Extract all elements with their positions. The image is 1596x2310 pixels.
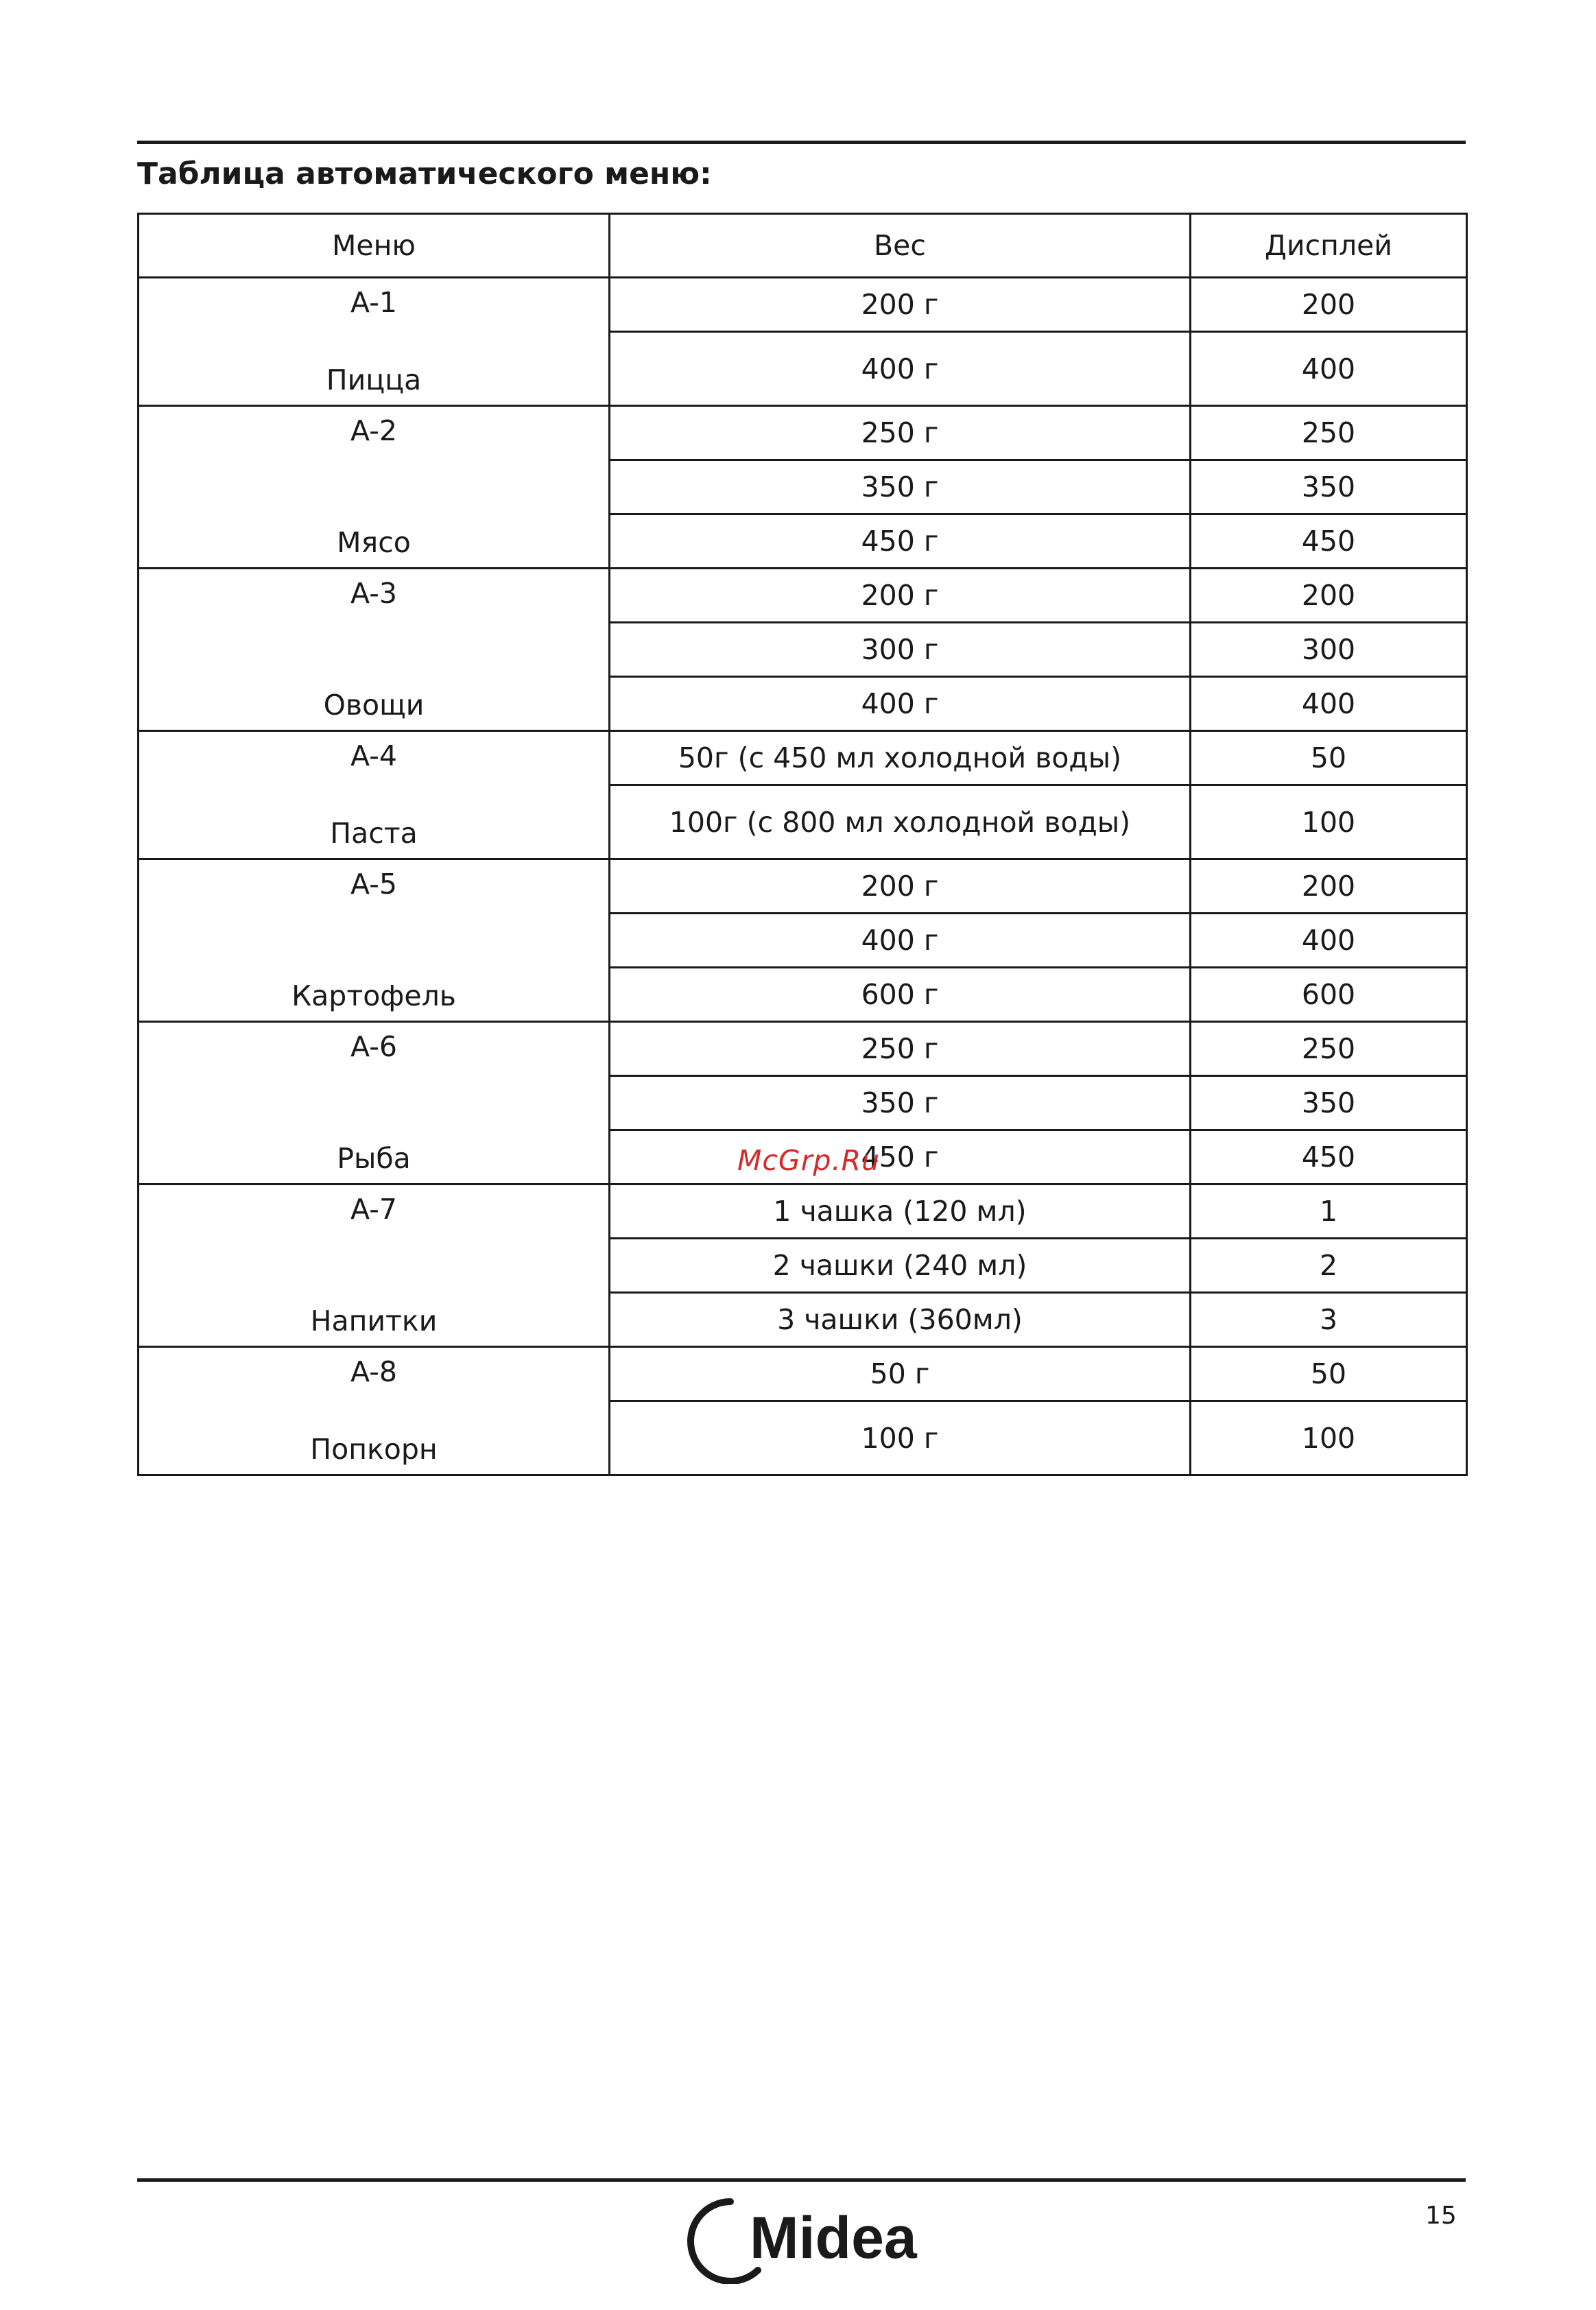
weight-cell: 100 г — [610, 1401, 1191, 1475]
display-cell: 400 — [1191, 677, 1467, 731]
menu-category-cell — [139, 731, 610, 859]
table-body — [139, 278, 1467, 1475]
header-menu: Меню — [139, 214, 610, 278]
display-cell: 50 — [1191, 731, 1467, 785]
header-weight: Вес — [610, 214, 1191, 278]
weight-cell: 350 г — [610, 460, 1191, 514]
display-cell: 200 — [1191, 569, 1467, 623]
display-cell: 1 — [1191, 1184, 1467, 1239]
weight-cell: 50 г — [610, 1347, 1191, 1401]
weight-cell: 2 чашки (240 мл) — [610, 1239, 1191, 1293]
table-row — [139, 1184, 1467, 1239]
weight-cell: 3 чашки (360мл) — [610, 1293, 1191, 1347]
weight-cell: 250 г — [610, 1022, 1191, 1076]
page-heading: Таблица автоматического меню: — [137, 156, 712, 191]
weight-cell: 200 г — [610, 859, 1191, 914]
menu-name: Попкорн — [310, 1432, 438, 1466]
table-row — [139, 278, 1467, 332]
table-row — [139, 1347, 1467, 1401]
weight-cell: 350 г — [610, 1076, 1191, 1130]
table-row — [139, 406, 1467, 460]
weight-cell: 450 г — [610, 1130, 1191, 1184]
menu-code: A-7 — [350, 1193, 398, 1226]
menu-category-cell — [139, 1022, 610, 1184]
table-header-row — [139, 214, 1467, 278]
display-cell: 300 — [1191, 623, 1467, 677]
menu-name: Рыба — [337, 1141, 411, 1175]
weight-cell: 50г (с 450 мл холодной воды) — [610, 731, 1191, 785]
display-cell: 200 — [1191, 278, 1467, 332]
display-cell: 450 — [1191, 514, 1467, 569]
menu-name: Картофель — [291, 979, 456, 1012]
menu-name: Паста — [330, 816, 418, 850]
weight-cell: 300 г — [610, 623, 1191, 677]
menu-category-cell — [139, 1184, 610, 1347]
page-number: 15 — [1425, 2202, 1457, 2230]
display-cell: 100 — [1191, 785, 1467, 859]
display-cell: 100 — [1191, 1401, 1467, 1475]
menu-category-cell — [139, 278, 610, 406]
display-cell: 600 — [1191, 968, 1467, 1022]
display-cell: 400 — [1191, 914, 1467, 968]
menu-name: Напитки — [310, 1304, 438, 1337]
menu-code: A-6 — [350, 1030, 398, 1063]
display-cell: 350 — [1191, 460, 1467, 514]
weight-cell: 200 г — [610, 569, 1191, 623]
menu-code: A-8 — [350, 1355, 398, 1388]
weight-cell: 200 г — [610, 278, 1191, 332]
display-cell: 400 — [1191, 332, 1467, 406]
display-cell: 450 — [1191, 1130, 1467, 1184]
menu-code: A-1 — [350, 286, 398, 319]
weight-cell: 400 г — [610, 914, 1191, 968]
menu-category-cell — [139, 406, 610, 569]
weight-cell: 1 чашка (120 мл) — [610, 1184, 1191, 1239]
watermark-text: McGrp.Ru — [737, 1144, 881, 1177]
display-cell: 250 — [1191, 1022, 1467, 1076]
weight-cell: 400 г — [610, 332, 1191, 406]
menu-code: A-2 — [350, 414, 398, 447]
menu-name: Пицца — [326, 363, 422, 396]
midea-logo — [669, 2181, 929, 2284]
menu-category-cell — [139, 1347, 610, 1475]
header-display: Дисплей — [1191, 214, 1467, 278]
menu-category-cell — [139, 569, 610, 731]
table-row — [139, 569, 1467, 623]
weight-cell: 600 г — [610, 968, 1191, 1022]
svg-text:Midea: Midea — [750, 2205, 917, 2271]
display-cell: 200 — [1191, 859, 1467, 914]
weight-cell: 400 г — [610, 677, 1191, 731]
display-cell: 3 — [1191, 1293, 1467, 1347]
table-row — [139, 731, 1467, 785]
menu-category-cell — [139, 859, 610, 1022]
table-row — [139, 1022, 1467, 1076]
display-cell: 250 — [1191, 406, 1467, 460]
auto-menu-table — [137, 213, 1468, 1476]
display-cell: 2 — [1191, 1239, 1467, 1293]
menu-code: A-4 — [350, 739, 398, 772]
menu-name: Мясо — [337, 525, 411, 559]
weight-cell: 250 г — [610, 406, 1191, 460]
weight-cell: 100г (с 800 мл холодной воды) — [610, 785, 1191, 859]
display-cell: 350 — [1191, 1076, 1467, 1130]
display-cell: 50 — [1191, 1347, 1467, 1401]
weight-cell: 450 г — [610, 514, 1191, 569]
top-rule — [137, 141, 1466, 144]
menu-code: A-3 — [350, 577, 398, 610]
table-row — [139, 859, 1467, 914]
menu-name: Овощи — [323, 688, 425, 722]
menu-code: A-5 — [350, 868, 398, 901]
